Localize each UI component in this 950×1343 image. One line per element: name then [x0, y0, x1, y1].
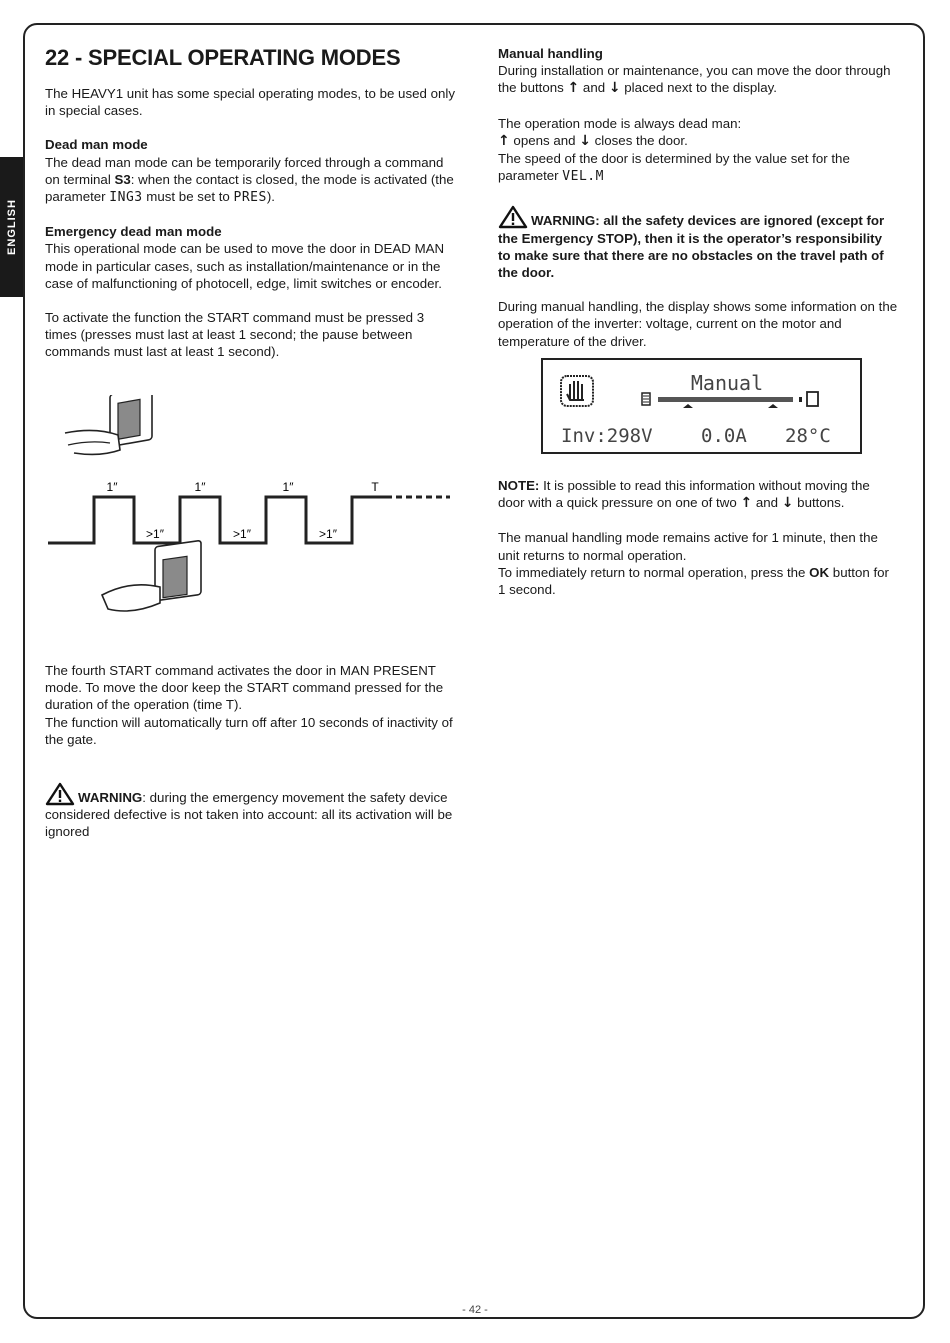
left-column [45, 45, 457, 361]
button-press-illustration-bottom [102, 540, 201, 611]
manual-handling-heading: Manual handling [498, 46, 603, 61]
language-tab [0, 157, 23, 297]
safety-warning: WARNING: all the safety devices are ignored (except for the Emergency STOP), then it is the operator’s responsibility to make sure that there are no obstacles on the travel path of the door. [498, 205, 898, 281]
warning-icon [45, 782, 75, 806]
button-press-illustration-top [65, 395, 152, 454]
warning-icon [498, 205, 528, 229]
right-column-lower [498, 477, 898, 598]
operation-mode-text: The operation mode is always dead man: [498, 115, 742, 131]
press-label-t: T [371, 480, 379, 494]
dead-man-text: The dead man mode can be temporarily forced through a command on terminal S3: when the contact is closed, the mode is activated (the parameter ING3 must be set to PRES). [45, 154, 454, 206]
ok-button-label: OK [809, 564, 830, 580]
opens-closes-text: ↑ opens and ↓ closes the door. [498, 132, 688, 149]
right-column [498, 45, 898, 350]
lcd-voltage: Inv:298V [561, 425, 653, 447]
note-text: NOTE: It is possible to read this information without moving the door with a quick pressure on one of two ↑ and ↓ buttons. [498, 478, 870, 512]
pause-label-3: >1″ [319, 527, 337, 541]
press-label-3: 1″ [282, 480, 294, 494]
page-number: - 42 - [462, 1304, 488, 1316]
arrow-up-icon: ↑ [498, 132, 510, 149]
speed-text: The speed of the door is determined by the value set for the parameter VEL.M [498, 151, 850, 185]
arrow-down-icon: ↓ [781, 495, 794, 512]
page-title: 22 - SPECIAL OPERATING MODES [45, 45, 401, 70]
emergency-text-2: To activate the function the START command must be pressed 3 times (presses must last at least 1 second; the pause between commands must last at least 1 second). [45, 310, 425, 360]
arrow-down-icon: ↓ [608, 80, 621, 97]
emergency-text-1: This operational mode can be used to move the door in DEAD MAN mode in particular cases, such as installation/maintenance or in the case of malfunctioning of photocell, edge, limit switches or encoder. [45, 241, 445, 291]
pause-label-1: >1″ [146, 527, 164, 541]
timing-diagram [40, 395, 460, 625]
auto-off-text: The function will automatically turn off after 10 seconds of inactivity of the gate. [45, 714, 453, 747]
value-pres: PRES [233, 190, 267, 206]
arrow-up-icon: ↑ [740, 495, 753, 512]
press-label-2: 1″ [194, 480, 206, 494]
emergency-warning: WARNING: during the emergency movement the safety device considered defective is not taken into account: all its activation will be ignored [45, 782, 457, 841]
timeout-text: The manual handling mode remains active for 1 minute, then the unit returns to normal operation. [498, 530, 878, 563]
param-velm: VEL.M [562, 169, 604, 185]
arrow-down-icon: ↓ [579, 132, 591, 149]
lcd-display [541, 358, 862, 454]
return-normal-text: To immediately return to normal operation, press the OK button for 1 second. [498, 564, 889, 598]
timing-waveform [48, 497, 392, 543]
lcd-temperature: 28°C [785, 425, 831, 447]
left-column-lower [45, 662, 457, 841]
intro-text: The HEAVY1 unit has some special operating modes, to be used only in special cases. [45, 86, 455, 119]
pause-label-2: >1″ [233, 527, 251, 541]
emergency-heading: Emergency dead man mode [45, 224, 222, 240]
terminal-s3: S3 [114, 171, 131, 187]
dead-man-heading: Dead man mode [45, 137, 148, 153]
fourth-command-text: The fourth START command activates the door in MAN PRESENT mode. To move the door keep the START command pressed for the duration of the operation (time T). [45, 663, 444, 713]
arrow-up-icon: ↑ [567, 80, 580, 97]
manual-handling-text: During installation or maintenance, you can move the door through the buttons ↑ and ↓ placed next to the display. [498, 63, 891, 97]
lcd-current: 0.0A [701, 425, 747, 447]
param-ing3: ING3 [109, 190, 143, 206]
lcd-mode-label: Manual [690, 371, 764, 395]
language-tab-label: ENGLISH [5, 199, 18, 255]
display-info-text: During manual handling, the display shows some information on the operation of the inverter: voltage, current on the motor and temperature of the driver. [498, 299, 898, 349]
press-label-1: 1″ [106, 480, 118, 494]
hand-icon [561, 376, 593, 406]
